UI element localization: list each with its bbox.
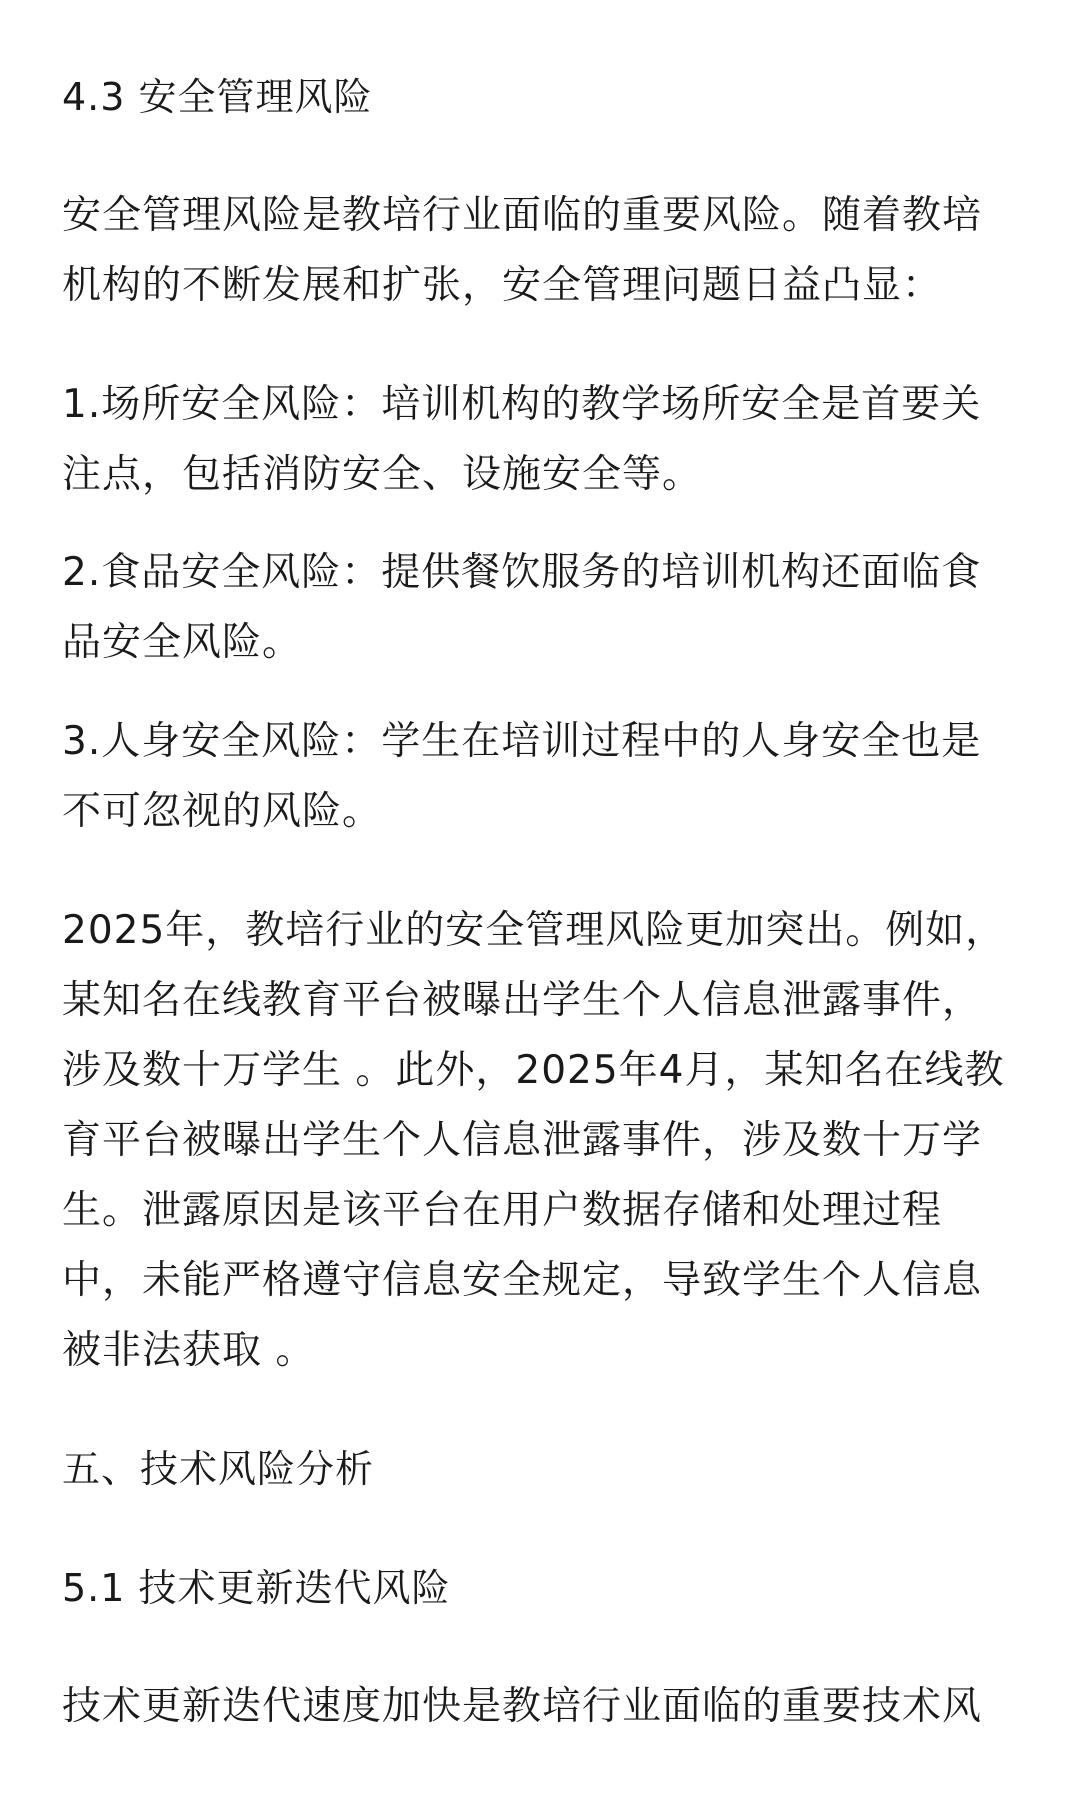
section-5-heading: 五、技术风险分析	[62, 1447, 375, 1491]
list-item-2-line-2: 品安全风险。	[62, 620, 303, 665]
section-4-3-heading: 4.3 安全管理风险	[62, 75, 373, 119]
section-5-1-intro-line-1: 技术更新迭代速度加快是教培行业面临的重要技术风	[62, 1684, 983, 1729]
list-item-2-line-1: 2.食品安全风险：提供餐饮服务的培训机构还面临食	[62, 550, 982, 595]
example-line-3: 涉及数十万学生 。此外，2025年4月，某知名在线教	[62, 1048, 1005, 1093]
list-item-1-line-2: 注点，包括消防安全、设施安全等。	[62, 452, 703, 497]
section-4-3-intro-line-1: 安全管理风险是教培行业面临的重要风险。随着教培	[62, 193, 983, 238]
example-line-7: 被非法获取 。	[62, 1328, 316, 1373]
example-line-4: 育平台被曝出学生个人信息泄露事件，涉及数十万学	[62, 1118, 983, 1163]
list-item-1-line-1: 1.场所安全风险：培训机构的教学场所安全是首要关	[62, 382, 982, 427]
section-5-1-heading: 5.1 技术更新迭代风险	[62, 1566, 451, 1610]
example-line-1: 2025年，教培行业的安全管理风险更加突出。例如，	[62, 908, 1006, 953]
example-line-5: 生。泄露原因是该平台在用户数据存储和处理过程	[62, 1188, 943, 1233]
example-line-2: 某知名在线教育平台被曝出学生个人信息泄露事件，	[62, 978, 983, 1023]
example-line-6: 中，未能严格遵守信息安全规定，导致学生个人信息	[62, 1258, 983, 1303]
list-item-3-line-1: 3.人身安全风险：学生在培训过程中的人身安全也是	[62, 719, 982, 764]
section-4-3-intro-line-2: 机构的不断发展和扩张，安全管理问题日益凸显：	[62, 263, 943, 308]
list-item-3-line-2: 不可忽视的风险。	[62, 789, 383, 834]
